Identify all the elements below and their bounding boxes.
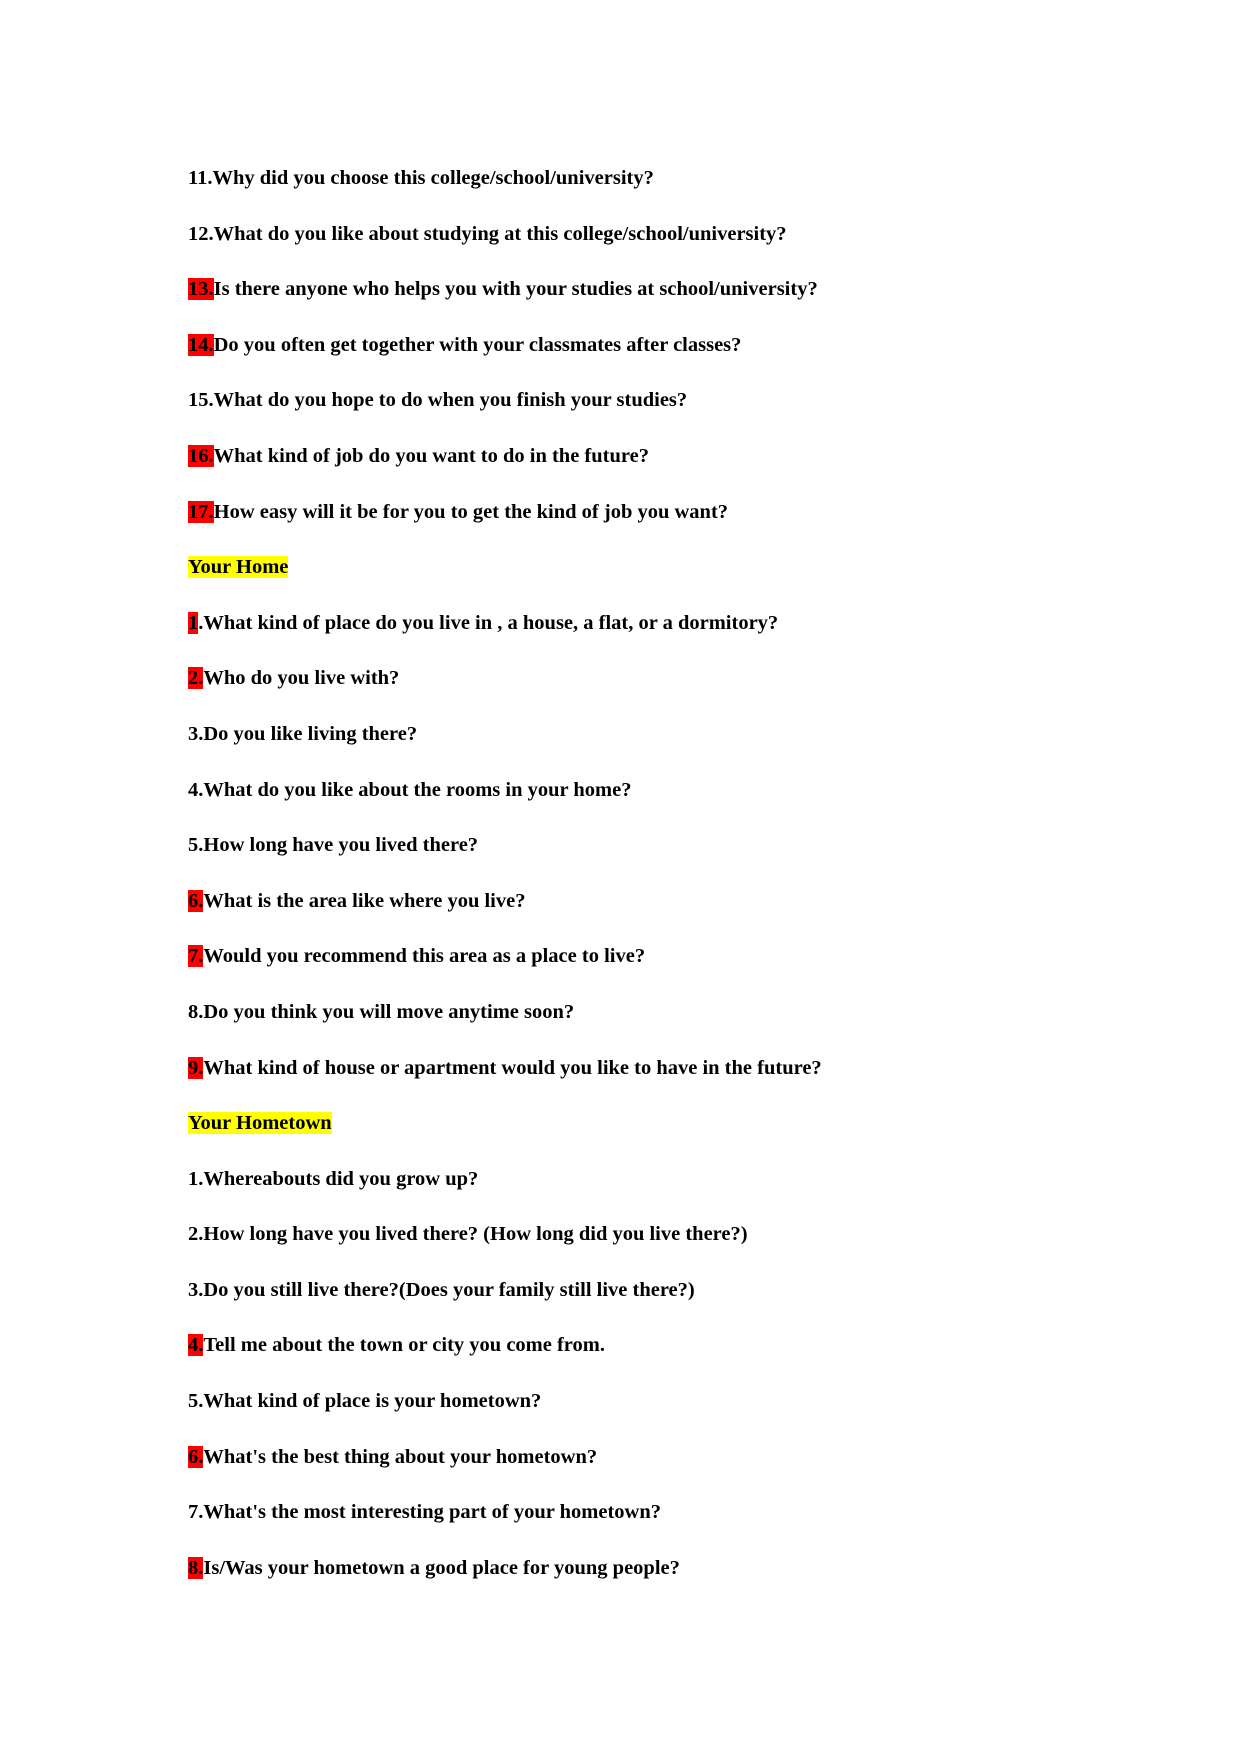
question-text: How easy will it be for you to get the kind of job you want? xyxy=(213,500,729,523)
question-text: Is there anyone who helps you with your studies at school/university? xyxy=(213,278,818,301)
question-number: 2. xyxy=(188,1223,204,1246)
question-number: 6. xyxy=(188,1445,204,1468)
question-number: 7. xyxy=(188,945,204,968)
question-number: 17. xyxy=(188,500,214,523)
question-number: 1 xyxy=(188,611,199,634)
question-item xyxy=(188,721,1188,777)
question-text: Whereabouts did you grow up? xyxy=(203,1167,479,1190)
question-item xyxy=(188,1388,1188,1444)
question-item xyxy=(188,832,1188,888)
question-text: What kind of place is your hometown? xyxy=(203,1390,542,1413)
question-text: Tell me about the town or city you come from. xyxy=(203,1334,605,1357)
question-text: What do you like about studying at this college/school/university? xyxy=(213,222,787,245)
question-number: 8. xyxy=(188,1556,204,1579)
question-item xyxy=(188,443,1188,499)
question-number: 12. xyxy=(188,222,214,245)
question-number: 3. xyxy=(188,722,204,745)
question-text: What's the best thing about your hometown? xyxy=(203,1445,598,1468)
section-heading-label: Your Hometown xyxy=(188,1112,332,1135)
question-text: Do you think you will move anytime soon? xyxy=(203,1000,575,1023)
question-text: Do you still live there?(Does your family still live there?) xyxy=(203,1278,695,1301)
question-item xyxy=(188,1166,1188,1222)
question-number: 1. xyxy=(188,1167,204,1190)
question-item xyxy=(188,165,1188,221)
question-text: How long have you lived there? xyxy=(203,834,479,857)
question-text: What kind of job do you want to do in the future? xyxy=(213,444,649,467)
question-item xyxy=(188,387,1188,443)
question-text: What do you hope to do when you finish your studies? xyxy=(213,389,688,412)
question-text: What do you like about the rooms in your home? xyxy=(203,778,632,801)
question-number: 16. xyxy=(188,444,214,467)
question-number: 3. xyxy=(188,1278,204,1301)
question-number: 5. xyxy=(188,1390,204,1413)
question-item xyxy=(188,221,1188,277)
question-text: Is/Was your hometown a good place for young people? xyxy=(203,1556,680,1579)
question-text: What is the area like where you live? xyxy=(203,889,526,912)
question-item xyxy=(188,1555,1188,1611)
question-text: Who do you live with? xyxy=(203,667,400,690)
question-text: Do you often get together with your classmates after classes? xyxy=(213,333,742,356)
question-number: 4. xyxy=(188,778,204,801)
question-text: Do you like living there? xyxy=(203,722,418,745)
question-number: 14. xyxy=(188,333,214,356)
question-item xyxy=(188,499,1188,555)
question-item xyxy=(188,943,1188,999)
section-heading-label: Your Home xyxy=(188,556,289,579)
question-item xyxy=(188,888,1188,944)
question-number: 5. xyxy=(188,834,204,857)
question-number: 6. xyxy=(188,889,204,912)
question-item xyxy=(188,1332,1188,1388)
question-item xyxy=(188,1221,1188,1277)
question-item xyxy=(188,276,1188,332)
question-text: .What kind of place do you live in , a house, a flat, or a dormitory? xyxy=(198,611,779,634)
question-item xyxy=(188,999,1188,1055)
question-number: 9. xyxy=(188,1056,204,1079)
question-item xyxy=(188,332,1188,388)
question-text: What kind of house or apartment would you like to have in the future? xyxy=(203,1056,822,1079)
question-text: How long have you lived there? (How long did you live there?) xyxy=(203,1223,748,1246)
question-number: 11. xyxy=(188,167,213,189)
section-heading xyxy=(188,1110,1188,1166)
question-item xyxy=(188,665,1188,721)
question-number: 4. xyxy=(188,1334,204,1357)
question-item xyxy=(188,1277,1188,1333)
question-number: 7. xyxy=(188,1501,204,1524)
question-item xyxy=(188,1055,1188,1111)
question-item xyxy=(188,1499,1188,1555)
question-item xyxy=(188,610,1188,666)
question-number: 2. xyxy=(188,667,204,690)
question-number: 15. xyxy=(188,389,214,412)
question-text: Would you recommend this area as a place to live? xyxy=(203,945,646,968)
question-list xyxy=(188,165,1188,1610)
question-text: What's the most interesting part of your hometown? xyxy=(203,1501,662,1524)
question-number: 13. xyxy=(188,278,214,301)
section-heading xyxy=(188,554,1188,610)
question-item xyxy=(188,1444,1188,1500)
question-text: Why did you choose this college/school/university? xyxy=(212,167,654,189)
question-number: 8. xyxy=(188,1000,204,1023)
question-item xyxy=(188,777,1188,833)
